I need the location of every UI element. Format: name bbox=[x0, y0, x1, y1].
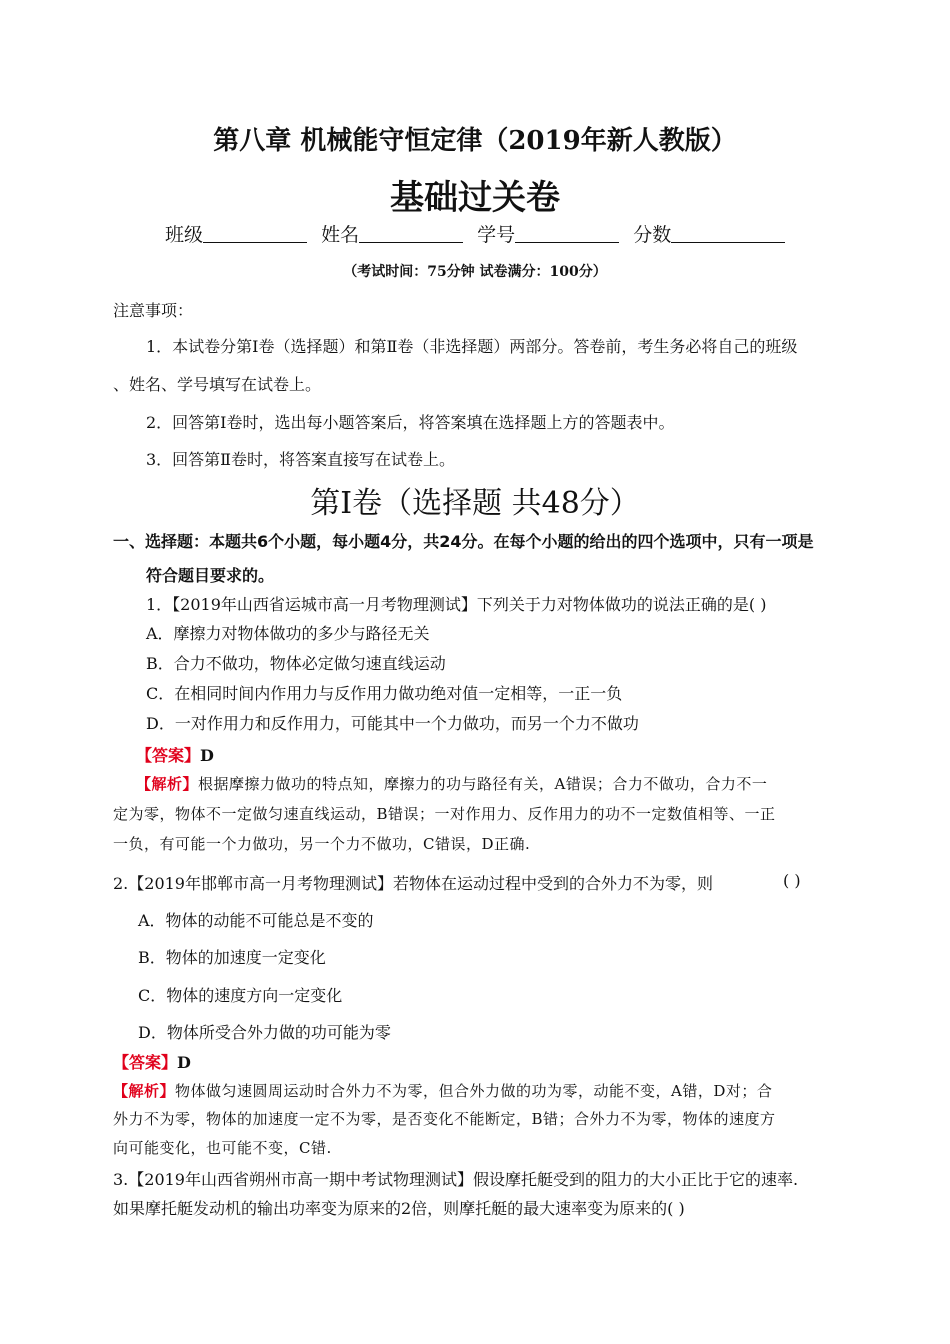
question-1-stem: 1．【2019年山西省运城市高一月考物理测试】下列关于力对物体做功的说法正确的是( ) bbox=[146, 595, 767, 614]
score-label: 分数 bbox=[633, 224, 672, 246]
id-label: 学号 bbox=[477, 224, 516, 246]
section-title: 第Ⅰ卷（选择题 共48分） bbox=[310, 486, 640, 521]
question-1-explanation-line-3: 一负，有可能一个力做功，另一个力不做功，C错误，D正确. bbox=[113, 835, 531, 853]
question-2-option-a: A．物体的动能不可能总是不变的 bbox=[138, 911, 374, 930]
name-label: 姓名 bbox=[321, 224, 360, 246]
explanation-text: 根据摩擦力做功的特点知，摩擦力的功与路径有关，A错误；合力不做功，合力不一 bbox=[198, 775, 768, 793]
notice-heading: 注意事项： bbox=[113, 301, 194, 320]
question-2-explanation bbox=[113, 1080, 772, 1101]
question-1-explanation bbox=[136, 773, 767, 794]
question-2-option-d: D．物体所受合外力做的功可能为零 bbox=[138, 1023, 391, 1042]
question-2-paren: ( ) bbox=[783, 871, 801, 890]
question-1-option-d: D．一对作用力和反作用力，可能其中一个力做功，而另一个力不做功 bbox=[146, 714, 639, 733]
question-3-stem: 3.【2019年山西省朔州市高一期中考试物理测试】假设摩托艇受到的阻力的大小正比于它的速率. bbox=[113, 1170, 799, 1189]
question-2-explanation-line-3: 向可能变化，也可能不变，C错. bbox=[113, 1139, 332, 1157]
name-blank bbox=[359, 224, 463, 243]
notice-item-2: 2．回答第Ⅰ卷时，选出每小题答案后，将答案填在选择题上方的答题表中。 bbox=[146, 413, 675, 432]
answer-value: D bbox=[177, 1053, 191, 1072]
question-1-option-a: A．摩擦力对物体做功的多少与路径无关 bbox=[146, 624, 430, 643]
explanation-label: 【解析】 bbox=[136, 775, 199, 793]
question-2-explanation-line-2: 外力不为零，物体的加速度一定不为零，是否变化不能断定，B错；合外力不为零，物体的速度方 bbox=[113, 1110, 776, 1128]
explanation-label: 【解析】 bbox=[113, 1082, 176, 1100]
question-1-option-c: C．在相同时间内作用力与反作用力做功绝对值一定相等，一正一负 bbox=[146, 684, 623, 703]
student-info-row bbox=[165, 220, 785, 247]
score-blank bbox=[671, 224, 785, 243]
answer-label: 【答案】 bbox=[136, 746, 201, 765]
page-title: 第八章 机械能守恒定律（2019年新人教版） bbox=[213, 126, 737, 156]
section-instruction-cont: 符合题目要求的。 bbox=[146, 566, 275, 585]
page-subtitle: 基础过关卷 bbox=[390, 178, 560, 218]
question-2-answer bbox=[113, 1050, 191, 1073]
question-3-stem-cont: 如果摩托艇发动机的输出功率变为原来的2倍，则摩托艇的最大速率变为原来的( ) bbox=[113, 1199, 685, 1218]
exam-info: （考试时间：75分钟 试卷满分：100分） bbox=[343, 264, 607, 280]
question-2-stem: 2.【2019年邯郸市高一月考物理测试】若物体在运动过程中受到的合外力不为零，则 bbox=[113, 874, 713, 893]
notice-item-1-cont: 、姓名、学号填写在试卷上。 bbox=[113, 375, 322, 394]
answer-label: 【答案】 bbox=[113, 1053, 178, 1072]
question-2-option-c: C．物体的速度方向一定变化 bbox=[138, 986, 343, 1005]
question-1-answer bbox=[136, 743, 214, 766]
class-label: 班级 bbox=[165, 224, 204, 246]
notice-item-1: 1．本试卷分第Ⅰ卷（选择题）和第Ⅱ卷（非选择题）两部分。答卷前，考生务必将自己的班级 bbox=[146, 337, 798, 356]
section-instruction: 一、选择题：本题共6个小题，每小题4分，共24分。在每个小题的给出的四个选项中，只有一项是 bbox=[113, 532, 814, 551]
question-1-option-b: B．合力不做功，物体必定做匀速直线运动 bbox=[146, 654, 446, 673]
explanation-text: 物体做匀速圆周运动时合外力不为零，但合外力做的功为零，动能不变，A错，D对；合 bbox=[175, 1082, 773, 1100]
question-2-option-b: B．物体的加速度一定变化 bbox=[138, 948, 326, 967]
question-1-explanation-line-2: 定为零，物体不一定做匀速直线运动，B错误；一对作用力、反作用力的功不一定数值相等、一正 bbox=[113, 805, 776, 823]
answer-value: D bbox=[200, 746, 214, 765]
notice-item-3: 3．回答第Ⅱ卷时，将答案直接写在试卷上。 bbox=[146, 450, 456, 469]
class-blank bbox=[203, 224, 307, 243]
id-blank bbox=[515, 224, 619, 243]
